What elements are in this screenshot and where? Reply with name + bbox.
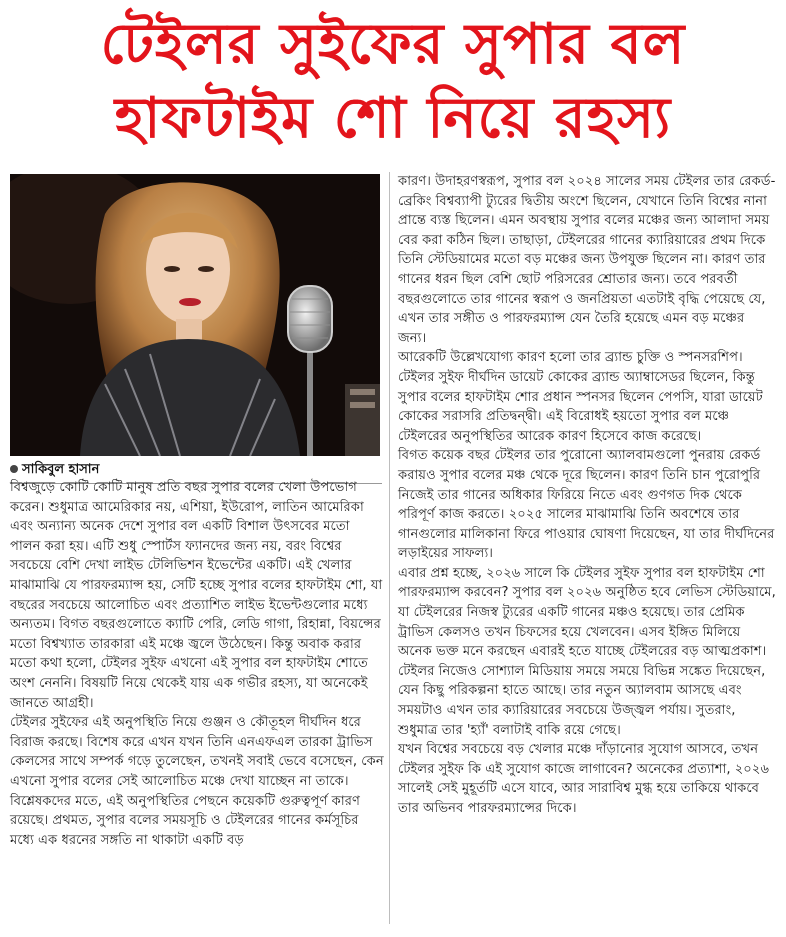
paragraph: টেইলর সুইফের এই অনুপস্থিতি নিয়ে গুঞ্জন ও কৌতূহল দীর্ঘদিন ধরে বিরাজ করছে। বিশেষ করে এখন যখন তিনি এনএফএল তারকা ট্রাভিস কেলসের সাথে সম্পর্ক গড়ে তুলেছেন, তখনই সবাই ভেবে বসেছেন, কেন এখনো সুপার বলের সেই আলোচিত মঞ্চে দেখা যাচ্ছেন না তাকে। বিশ্লেষকদের মতে, এই অনুপস্থিতির পেছনে কয়েকটি গুরুত্বপূর্ণ কারণ রয়েছে। প্রথমত, সুপার বলের সময়সূচি ও টেইলরের গানের কর্মসূচির মধ্যে এক ধরনের সঙ্গতি না থাকাটা একটি বড়	[10, 715, 384, 848]
paragraph: এবার প্রশ্ন হচ্ছে, ২০২৬ সালে কি টেইলর সুইফ সুপার বল হাফটাইম শো পারফরম্যান্স করবেন? সুপার বল ২০২৬ অনুষ্ঠিত হবে লেভিস স্টেডিয়ামে, যা টেইলরের নিজস্ব ট্যুরের একটি গানের মঞ্চও হয়েছে। তার প্রেমিক ট্রাভিস কেলসও তখন চিফসের হয়ে খেলবেন। এসব ইঙ্গিত মিলিয়ে অনেক ভক্ত মনে করছেন এবারই হতে যাচ্ছে টেইলরের বড় আত্মপ্রকাশ। টেইলর নিজেও সোশ্যাল মিডিয়ায় সময়ে সময়ে বিভিন্ন সঙ্কেত দিয়েছেন, যেন কিছু পরিকল্পনা হাতে আছে। তার নতুন অ্যালবাম আসছে এবং সময়টাও এখন তার ক্যারিয়ারের সবচেয়ে উজ্জ্বল পর্যায়। সুতরাং, শুধুমাত্র তার 'হ্যাঁ' বলাটাই বাকি রয়ে গেছে।	[398, 565, 776, 738]
bullet-icon	[10, 465, 18, 473]
author-name: সাকিবুল হাসান	[22, 462, 100, 477]
article-column-left	[10, 478, 384, 850]
singer-microphone-illustration	[10, 174, 380, 456]
headline-line-1: টেইলর সুইফের সুপার বল	[100, 12, 686, 77]
headline	[0, 8, 786, 156]
paragraph: কারণ। উদাহরণস্বরূপ, সুপার বল ২০২৪ সালের সময় টেইলর তার রেকর্ড-ব্রেকিং বিশ্বব্যাপী ট্যুরের দ্বিতীয় অংশে ছিলেন, যেখানে তিনি বিশ্বের নানা প্রান্তে ব্যস্ত ছিলেন। এমন অবস্থায় সুপার বলের মঞ্চের জন্য আলাদা সময় বের করা কঠিন ছিল। তাছাড়া, টেইলরের গানের ক্যারিয়ারের প্রথম দিকে তিনি স্টেডিয়ামের মতো বড় মঞ্চের জন্য উপযুক্ত ছিলেন না। কারণ তার গানের ধরন ছিল বেশি ছোট পরিসরের শ্রোতার জন্য। তবে পরবর্তী বছরগুলোতে তার গানের স্বরূপ ও জনপ্রিয়তা এতটাই বৃদ্ধি পেয়েছে যে, এখন তার সঙ্গীত ও পারফরম্যান্স যেন তৈরি হয়েছে এমন বড় মঞ্চের জন্য।	[398, 174, 776, 346]
article-photo	[10, 174, 380, 456]
paragraph: আরেকটি উল্লেখযোগ্য কারণ হলো তার ব্র্যান্ড চুক্তি ও স্পনসরশিপ। টেইলর সুইফ দীর্ঘদিন ডায়েট কোকের ব্র্যান্ড অ্যাম্বাসেডর ছিলেন, কিন্তু সুপার বলের হাফটাইম শোর প্রধান স্পনসর ছিলেন পেপসি, যারা ডায়েট কোকের সরাসরি প্রতিদ্বন্দ্বী। এই বিরোধই হয়তো সুপার বল মঞ্চে টেইলরের অনুপস্থিতির আরেক কারণ হিসেবে কাজ করেছে।	[398, 350, 763, 444]
paragraph: বিগত কয়েক বছর টেইলর তার পুরোনো অ্যালবামগুলো পুনরায় রেকর্ড করায়ও সুপার বলের মঞ্চ থেকে দূরে ছিলেন। কারণ তিনি চান পুরোপুরি নিজেই তার গানের অধিকার ফিরিয়ে নিতে এবং গুণগত দিক থেকে পরিপূর্ণ কাজ করতে। ২০২৫ সালের মাঝামাঝি তিনি অবশেষে তার গানগুলোর মালিকানা ফিরে পাওয়ার ঘোষণা দিয়েছেন, যা তার দীর্ঘদিনের লড়াইয়ের সাফল্য।	[398, 448, 775, 562]
column-divider	[389, 172, 390, 924]
paragraph: যখন বিশ্বের সবচেয়ে বড় খেলার মঞ্চে দাঁড়ানোর সুযোগ আসবে, তখন টেইলর সুইফ কি এই সুযোগ কাজে লাগাবেন? অনেকের প্রত্যাশা, ২০২৬ সালেই সেই মুহূর্তটি এসে যাবে, আর সারাবিশ্ব মুগ্ধ হয়ে তাকিয়ে থাকবে তার অভিনব পারফরম্যান্সের দিকে।	[398, 742, 770, 816]
article-column-right	[398, 172, 776, 819]
paragraph: বিশ্বজুড়ে কোটি কোটি মানুষ প্রতি বছর সুপার বলের খেলা উপভোগ করেন। শুধুমাত্র আমেরিকার নয়, এশিয়া, ইউরোপ, লাতিন আমেরিকা এবং অন্যান্য অনেক দেশে সুপার বল একটি বিশাল উৎসবের মতো পালন করা হয়। এটি শুধু স্পোর্টস ফ্যানদের জন্য নয়, বরং বিশ্বের সবচেয়ে বেশি দেখা লাইভ টেলিভিশন ইভেন্টের একটি। এই খেলার মাঝামাঝি যে পারফরম্যান্স হয়, সেটি হচ্ছে সুপার বলের হাফটাইম শো, যা বছরের সবচেয়ে আলোচিত এবং প্রত্যাশিত লাইভ ইভেন্টগুলোর মধ্যে অন্যতম। বিগত বছরগুলোতে ক্যাটি পেরি, লেডি গাগা, রিহান্না, বিয়ন্সের মতো বিশ্বখ্যাত তারকারা এই মঞ্চে জ্বলে উঠেছেন। কিন্তু অবাক করার মতো কথা হলো, টেইলর সুইফ এখনো এই সুপার বল হাফটাইম শোতে অংশ নেননি। বিষয়টি নিয়ে থেকেই যায় এক গভীর রহস্য, যা অনেকেই জানতে আগ্রহী।	[10, 480, 383, 711]
headline-line-2: হাফটাইম শো নিয়ে রহস্য	[114, 86, 672, 151]
